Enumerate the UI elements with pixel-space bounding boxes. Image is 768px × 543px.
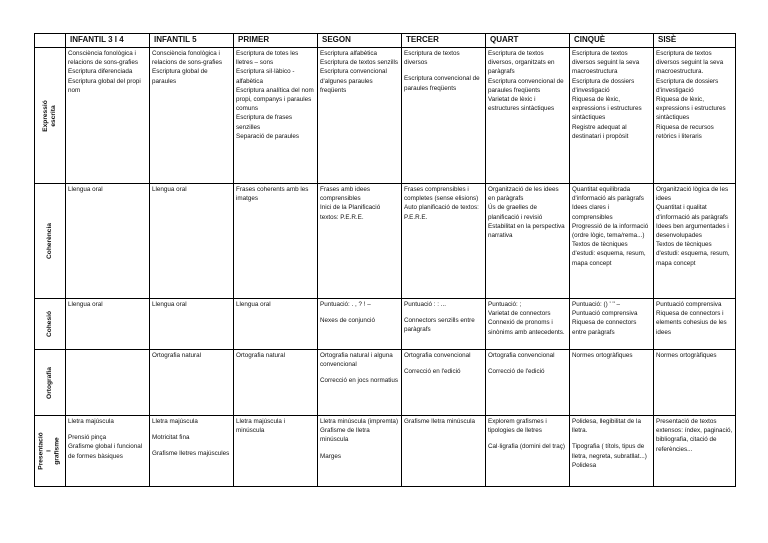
cell-text: Correcció en l'edició [404, 368, 461, 376]
row-label-line: Cohesió [45, 310, 53, 338]
cell-text: Escriptura de frases senzilles [236, 114, 292, 131]
cell-text: Escriptura global del propi nom [68, 77, 141, 94]
row-label [46, 367, 54, 399]
table-cell [654, 184, 736, 299]
cell-text: Lletra majúscula i minúscula [236, 418, 285, 435]
row-label-line: Expressió escrita [42, 99, 57, 132]
table-cell [402, 48, 486, 184]
cell-text: Frases coherents amb les imatges [236, 186, 309, 203]
cell-text: Correcció de l'edició [488, 368, 545, 376]
cell-text: Estabilitat en la perspectiva narrativa [488, 222, 565, 240]
cell-text: Escriptura de totes les lletres – sons [236, 50, 299, 67]
cell-text: Separació de paraules [236, 132, 300, 140]
table-cell [150, 416, 234, 487]
table-cell [654, 299, 736, 350]
table-cell [486, 350, 570, 416]
cell-text: Grafisme global i funcional de formes bàsiques [68, 443, 143, 460]
table-row [35, 416, 736, 487]
cell-text: Llengua oral [68, 186, 103, 193]
table-row [35, 350, 736, 416]
table-cell [654, 416, 736, 487]
cell-text: Escriptura de textos diversos [404, 50, 460, 67]
cell-text: Ortografia natural [152, 352, 202, 359]
table-cell [486, 299, 570, 350]
table-cell [234, 184, 318, 299]
cell-text: Textos de tècniques d'estudi: esquema, resum, mapa concept [572, 241, 646, 267]
cell-text: Connexió de pronoms i sinònims amb antecedents. [488, 319, 565, 336]
row-label-line: grafisme [54, 437, 62, 465]
cell-text: Riquesa de lèxic, expressions i estructures sintàctiques [572, 96, 642, 122]
cell-text: Explorem grafismes i tipologies de lletres [488, 418, 547, 435]
table-cell [570, 416, 654, 487]
column-header: PRIMER [234, 34, 318, 48]
cell-text: Idees ben argumentades i desenvolupades [656, 222, 729, 240]
table-cell [234, 299, 318, 350]
cell-text: Llengua oral [68, 301, 103, 308]
table-cell [318, 416, 402, 487]
row-label-line: Coherència [46, 223, 54, 259]
row-label [46, 223, 54, 259]
row-label-line: Ortografia [46, 366, 53, 399]
cell-text: Ús de graelles de planificació i revisió [488, 204, 543, 221]
table-row [35, 48, 736, 184]
table-cell [486, 416, 570, 487]
table-cell [150, 184, 234, 299]
cell-text: Riquesa de lèxic, expressions i estructures sintàctiques [656, 96, 726, 122]
column-header: CINQUÈ [570, 34, 654, 48]
cell-text: Nexes de conjunció [320, 317, 375, 325]
table-cell [66, 350, 150, 416]
cell-text: Escriptura sil·làbico - alfabètica [236, 68, 295, 85]
row-label-line: Presentació i [38, 432, 54, 470]
cell-text: Escriptura de textos senzills [320, 59, 399, 67]
table-cell [654, 48, 736, 184]
cell-text: Tipografia ( títols, tipus de lletra, negreta, subratllat...) [572, 443, 647, 460]
cell-text: Prensió pinça [68, 434, 107, 442]
cell-text: Quantitat i qualitat d'informació als paràgrafs [656, 204, 728, 221]
cell-text: Quantitat equilibrada d'informació als paràgrafs [572, 186, 644, 203]
cell-text: Frases amb idees comprensibles [320, 186, 371, 203]
cell-text: Lletra majúscula [68, 418, 114, 425]
column-header: SISÈ [654, 34, 736, 48]
table-cell [234, 48, 318, 184]
cell-text: Marges [320, 452, 341, 460]
table-cell [570, 184, 654, 299]
cell-text: Escriptura alfabètica [320, 50, 378, 57]
cell-text: Normes ortogràfiques [656, 352, 717, 359]
table-cell [486, 184, 570, 299]
table-cell [402, 299, 486, 350]
cell-text: Escriptura convencional de paraules freqüents [488, 77, 564, 94]
header-corner [35, 34, 66, 48]
table-cell [570, 350, 654, 416]
table-cell [150, 48, 234, 184]
cell-text: Varietat de lèxic i estructures sintàctiques [488, 96, 555, 113]
table-cell [570, 299, 654, 350]
cell-text: Ortografia natural [236, 352, 286, 359]
cell-text: Puntuació: ; [488, 301, 522, 308]
table-cell [486, 48, 570, 184]
cell-text: Correcció en jocs normatius [320, 377, 399, 385]
cell-text: Llengua oral [152, 301, 187, 308]
cell-text: Llengua oral [236, 301, 271, 308]
table-cell [150, 350, 234, 416]
table-cell [402, 350, 486, 416]
cell-text: Grafisme lletres majúscules [152, 450, 230, 458]
cell-text: Escriptura convencional de paraules freqüents [404, 75, 480, 92]
cell-text: Idees clares i comprensibles [572, 204, 613, 221]
row-header [35, 416, 66, 487]
cell-text: Puntuació comprensiva [656, 301, 722, 308]
cell-text: Escriptura analítica del nom propi, companys i paraules comuns [236, 86, 314, 113]
cell-text: Registre adequat al destinatari i propòsit [572, 123, 629, 140]
cell-text: Puntuació : : ... [404, 301, 447, 308]
table-cell [234, 350, 318, 416]
table-cell [318, 184, 402, 299]
cell-text: Progressió de la informació (ordre lògic, tema/rema...) [572, 222, 649, 240]
table-row [35, 299, 736, 350]
table-cell [402, 416, 486, 487]
cell-text: Auto planificació de textos: P.E.R.E. [404, 204, 479, 221]
cell-text: Presentació de textos extensos: índex, paginació, bibliografia, citació de referències... [656, 418, 733, 453]
table-cell [318, 48, 402, 184]
cell-text: Escriptura de textos diversos seguint la seva macroestructura [572, 50, 640, 76]
cell-text: Polidesa, llegibilitat de la lletra. [572, 418, 641, 435]
table-cell [66, 416, 150, 487]
cell-text: Organització lògica de les idees [656, 186, 729, 203]
cell-text: Riquesa de connectors entre paràgrafs [572, 319, 637, 336]
curriculum-table [34, 33, 736, 487]
cell-text: Puntuació: . , ? ! – [320, 301, 371, 308]
cell-text: Connectors senzills entre paràgrafs [404, 317, 475, 334]
cell-text: Puntuació: () ' '' – [572, 301, 621, 308]
cell-text: Escriptura global de paraules [152, 68, 208, 85]
row-header [35, 299, 66, 350]
table-cell [150, 299, 234, 350]
cell-text: Riquesa de connectors i elements cohesius de les idees [656, 310, 727, 336]
table-cell [234, 416, 318, 487]
cell-text: Consciència fonològica i relacions de sons-grafies [152, 50, 223, 67]
row-header [35, 350, 66, 416]
cell-text: Textos de tècniques d'estudi: esquema, resum, mapa concept [656, 241, 730, 267]
table-cell [66, 299, 150, 350]
cell-text: Lletra minúscula (impremta) [320, 418, 399, 425]
table-cell [318, 350, 402, 416]
column-header: INFANTIL 5 [150, 34, 234, 48]
cell-text: Puntuació comprensiva [572, 310, 638, 318]
cell-text: Varietat de connectors [488, 310, 551, 318]
column-header: INFANTIL 3 I 4 [66, 34, 150, 48]
column-header: QUART [486, 34, 570, 48]
row-header [35, 184, 66, 299]
table-cell [66, 48, 150, 184]
cell-text: Ortografia convencional [404, 352, 471, 359]
header-row [35, 34, 736, 48]
table-cell [570, 48, 654, 184]
table-cell [654, 350, 736, 416]
row-label [42, 100, 58, 132]
cell-text: Llengua oral [152, 186, 187, 193]
row-label [38, 432, 62, 469]
row-header [35, 48, 66, 184]
cell-text: Cal·ligrafia (domini del traç) [488, 443, 565, 451]
cell-text: Ortografia convencional [488, 352, 555, 359]
cell-text: Grafisme lletra minúscula [404, 418, 476, 425]
cell-text: Escriptura convencional d'algunes paraules freqüents [320, 68, 387, 94]
table-row [35, 184, 736, 299]
column-header: SEGON [318, 34, 402, 48]
cell-text: Lletra majúscula [152, 418, 198, 425]
cell-text: Organització de les idees en paràgrafs [488, 186, 559, 203]
cell-text: Inici de la Planificació textos: P.E.R.E. [320, 204, 381, 221]
cell-text: Frases comprensibles i completes (sense elisions) [404, 186, 479, 203]
table-cell [66, 184, 150, 299]
cell-text: Riquesa de recursos retòrics i literaris [656, 123, 714, 140]
cell-text: Escriptura de textos diversos, organitzats en paràgrafs [488, 50, 555, 76]
cell-text: Normes ortogràfiques [572, 352, 633, 359]
cell-text: Motricitat fina [152, 434, 190, 442]
table-cell [318, 299, 402, 350]
table-cell [402, 184, 486, 299]
cell-text: Escriptura de dossiers d'investigació [572, 77, 635, 94]
cell-text: Grafisme de lletra minúscula [320, 427, 370, 444]
cell-text: Escriptura de dossiers d'investigació [656, 77, 719, 94]
cell-text: Polidesa [572, 461, 597, 469]
row-label [46, 311, 54, 337]
column-header: TERCER [402, 34, 486, 48]
cell-text: Consciència fonològica i relacions de sons-grafies [68, 50, 139, 67]
cell-text: Ortografia natural i alguna convencional [320, 352, 393, 369]
cell-text: Escriptura diferenciada [68, 68, 133, 76]
cell-text: Escriptura de textos diversos seguint la seva macroestructura. [656, 50, 724, 76]
